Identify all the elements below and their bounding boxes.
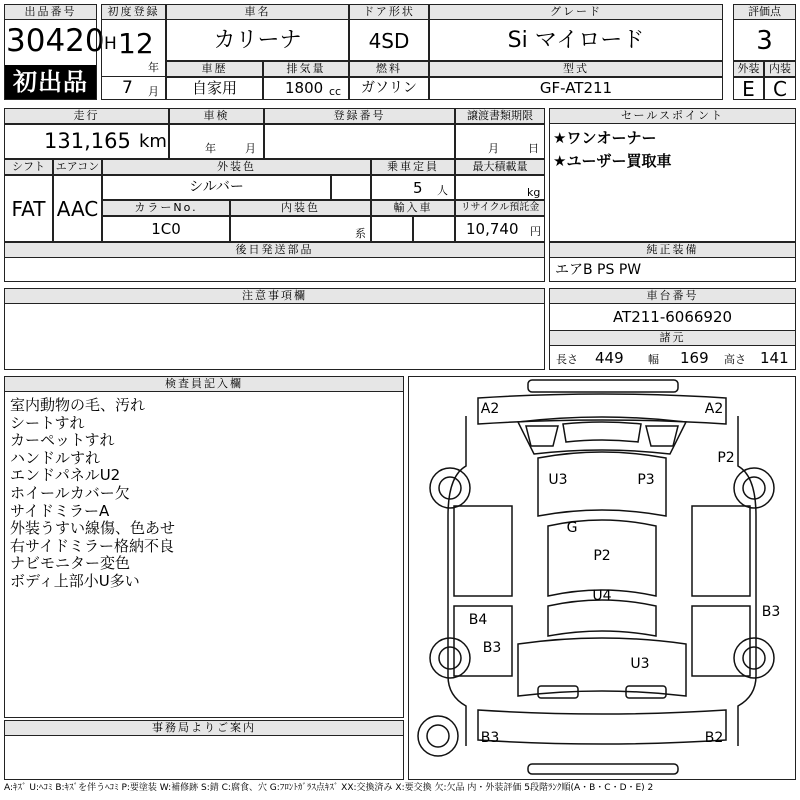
inspector-label: 検査員記入欄 xyxy=(4,376,404,392)
inspection-month-unit: 月 xyxy=(245,142,256,155)
parts-label: 後日発送部品 xyxy=(4,242,545,258)
sales-point-1: ★ワンオーナー xyxy=(553,129,657,147)
recycle: 10,740 xyxy=(466,220,519,238)
registration-box xyxy=(264,124,455,159)
length: 449 xyxy=(595,349,624,367)
damage-mark: P3 xyxy=(637,472,655,488)
inspector-note: ハンドルすれ xyxy=(10,448,101,467)
inspector-note: ホイールカバー欠 xyxy=(10,483,130,502)
office-label: 事務局よりご案内 xyxy=(4,720,404,736)
trunk-shape xyxy=(518,638,686,696)
grade-label: グレード xyxy=(429,4,723,20)
mileage-unit: km xyxy=(139,131,167,152)
exterior-grade: E xyxy=(742,77,755,101)
rear-bumper-lower-shape xyxy=(528,764,678,774)
inspector-note: ボディ上部小U多い xyxy=(10,571,140,590)
wheel-right-rear-hub xyxy=(743,647,765,669)
length-label: 長さ xyxy=(556,353,578,366)
damage-mark: A2 xyxy=(704,401,724,417)
options-label: 純正装備 xyxy=(549,242,796,258)
displacement-unit: cc xyxy=(329,85,342,98)
height-label: 高さ xyxy=(724,353,746,366)
door-right-front-shape xyxy=(692,506,750,596)
wheel-left-front-shape xyxy=(430,468,470,508)
interior-grade-label: 内装 xyxy=(764,61,796,77)
inspector-note: サイドミラーA xyxy=(10,501,110,520)
transfer-day-unit: 日 xyxy=(528,142,539,155)
transfer-month-unit: 月 xyxy=(488,142,499,155)
lot-number: 30420 xyxy=(6,23,105,59)
car-name-label: 車名 xyxy=(166,4,349,20)
first-reg-label: 初度登録 xyxy=(101,4,166,20)
first-listing-badge: 初出品 xyxy=(5,65,96,99)
damage-mark: U3 xyxy=(548,472,568,488)
sales-point-2: ★ユーザー買取車 xyxy=(553,152,672,170)
wheel-left-rear-hub xyxy=(439,647,461,669)
ext-color: シルバー xyxy=(189,179,244,195)
wheel-left-rear-shape xyxy=(430,638,470,678)
mileage: 131,165 xyxy=(44,129,131,153)
inspector-notes-list xyxy=(10,397,175,591)
grille-shape xyxy=(563,422,641,442)
damage-mark: B3 xyxy=(480,730,500,746)
body-right-shape xyxy=(738,416,756,746)
displacement-label: 排気量 xyxy=(263,61,349,77)
displacement: 1800 xyxy=(285,79,324,97)
exterior-grade-label: 外装 xyxy=(733,61,764,77)
inspector-note: エンドパネルU2 xyxy=(10,466,121,485)
height: 141 xyxy=(760,349,789,367)
capacity-unit: 人 xyxy=(437,184,448,197)
notes-label: 注意事項欄 xyxy=(4,288,545,304)
interior-grade: C xyxy=(773,77,787,101)
front-panel-shape xyxy=(478,394,726,424)
spare-wheel-shape xyxy=(418,716,458,756)
car-diagram-svg xyxy=(408,376,796,780)
import-box xyxy=(371,216,413,242)
rear-bumper-shape xyxy=(478,710,726,744)
max-load-label: 最大積載量 xyxy=(455,159,545,175)
door-right-rear-shape xyxy=(692,606,750,676)
reg-month: 7 xyxy=(122,78,133,98)
inspector-note: カーペットすれ xyxy=(10,431,115,450)
history: 自家用 xyxy=(191,79,237,97)
score: 3 xyxy=(756,26,773,56)
int-color-box xyxy=(230,216,371,242)
wheel-right-front-shape xyxy=(734,468,774,508)
inspection-year-unit: 年 xyxy=(205,142,216,155)
damage-mark: A2 xyxy=(480,401,500,417)
int-color-label: 内装色 xyxy=(230,200,371,216)
score-label: 評価点 xyxy=(733,4,796,20)
reg-year: 12 xyxy=(118,27,154,60)
inspector-note: 外装うすい線傷、色あせ xyxy=(10,519,176,538)
capacity-label: 乗車定員 xyxy=(371,159,455,175)
color-no-label: カラーNo. xyxy=(102,200,230,216)
fuel: ガソリン xyxy=(361,80,417,96)
car-name: カリーナ xyxy=(213,28,302,53)
recycle-label: リサイクル預託金 xyxy=(455,200,545,216)
chassis-label: 車台番号 xyxy=(549,288,796,304)
shift: FAT xyxy=(11,197,46,221)
options: エアB PS PW xyxy=(555,262,642,278)
damage-mark: U3 xyxy=(630,656,650,672)
ac: AAC xyxy=(56,197,99,221)
damage-mark: U4 xyxy=(592,588,612,604)
damage-mark: P2 xyxy=(717,450,735,466)
front-bumper-shape xyxy=(528,380,678,392)
damage-mark: B2 xyxy=(704,730,724,746)
wheel-right-rear-shape xyxy=(734,638,774,678)
transfer-label: 譲渡書類期限 xyxy=(455,108,545,124)
history-label: 車歴 xyxy=(166,61,263,77)
import-box-2 xyxy=(413,216,455,242)
divider xyxy=(101,76,166,77)
width: 169 xyxy=(680,349,709,367)
reg-month-unit: 月 xyxy=(148,85,159,98)
ext-color-extra-box xyxy=(331,175,371,200)
recycle-unit: 円 xyxy=(530,225,541,238)
width-label: 幅 xyxy=(648,353,659,366)
door-label: ドア形状 xyxy=(349,4,429,20)
headlight-right-shape xyxy=(646,426,678,446)
body-left-shape xyxy=(448,416,466,746)
sales-label: セールスポイント xyxy=(549,108,796,124)
fuel-label: 燃料 xyxy=(349,61,429,77)
dims-label: 諸元 xyxy=(549,330,796,346)
rear-window-shape xyxy=(548,600,656,636)
spare-wheel-hub xyxy=(427,725,449,747)
registration-label: 登録番号 xyxy=(264,108,455,124)
era: H xyxy=(104,34,117,54)
mileage-label: 走行 xyxy=(4,108,169,124)
legend: A:ｷｽﾞ U:ﾍｺﾐ B:ｷｽﾞを伴うﾍｺﾐ P:要塗装 W:補修跡 S:錆 C:腐食、穴 G:ﾌﾛﾝﾄｶﾞﾗｽ点ｷｽﾞ XX:交換済み X:要交換 欠:欠品 内・外装評価 5段階ﾗﾝｸ順(A・B・C・D・E) 2 xyxy=(4,783,654,793)
inspector-note: シートすれ xyxy=(10,413,85,432)
inspector-note: 室内動物の毛、汚れ xyxy=(10,396,146,414)
damage-mark: G xyxy=(566,520,578,536)
damage-mark: P2 xyxy=(593,548,611,564)
ext-color-label: 外装色 xyxy=(102,159,371,175)
damage-mark: B4 xyxy=(468,612,488,628)
door-type: 4SD xyxy=(368,29,410,53)
reg-year-unit: 年 xyxy=(148,61,159,74)
inspector-note: ナビモニター変色 xyxy=(10,554,131,573)
damage-mark: B3 xyxy=(761,604,781,620)
damage-mark: B3 xyxy=(482,640,502,656)
shift-label: シフト xyxy=(4,159,53,175)
model: GF-AT211 xyxy=(539,79,613,97)
model-label: 型式 xyxy=(429,61,723,77)
ac-label: エアコン xyxy=(53,159,102,175)
color-no: 1C0 xyxy=(151,220,181,238)
door-left-front-shape xyxy=(454,506,512,596)
capacity: 5 xyxy=(413,179,423,197)
inspector-note: 右サイドミラー格納不良 xyxy=(10,536,174,555)
headlight-left-shape xyxy=(526,426,558,446)
chassis-number: AT211-6066920 xyxy=(612,308,733,326)
grade: Si マイロード xyxy=(507,28,645,53)
max-load-unit: kg xyxy=(527,186,541,199)
import-label: 輸入車 xyxy=(371,200,455,216)
inspection-label: 車検 xyxy=(169,108,264,124)
lot-label: 出品番号 xyxy=(4,4,97,20)
int-color-unit: 系 xyxy=(355,227,366,240)
